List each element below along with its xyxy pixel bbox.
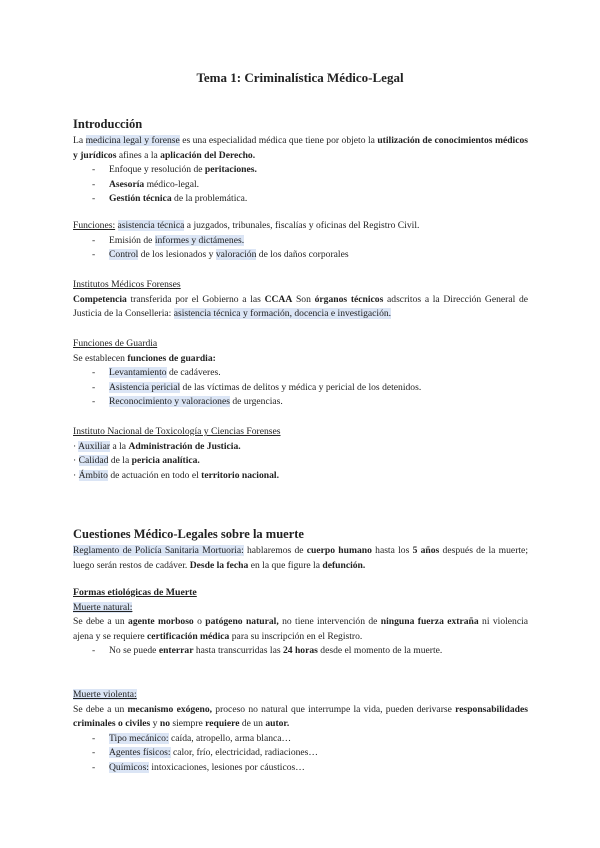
list-item: - Asesoría médico-legal. xyxy=(73,178,528,193)
intro-paragraph: La medicina legal y forense es una especialidad médica que tiene por objeto la utilización de conocimientos médicos y jurídicos afines a la aplicación del Derecho. xyxy=(73,135,529,161)
list-item: - Enfoque y resolución de peritaciones. xyxy=(73,163,528,178)
list-item: · Auxiliar a la Administración de Justicia. xyxy=(73,440,241,452)
institutos-paragraph: Competencia transferida por el Gobierno a las CCAA Son órganos técnicos adscritos a la Dirección General de Justicia de la Conselleria: asistencia técnica y formación, docencia e investigación. xyxy=(73,293,529,320)
list-item: - Tipo mecánico: caída, atropello, arma blanca… xyxy=(73,732,528,747)
guardia-list xyxy=(73,366,528,410)
list-item: - Químicos: intoxicaciones, lesiones por cáusticos… xyxy=(73,761,528,776)
funciones-list xyxy=(73,234,528,263)
funciones-paragraph: Funciones: asistencia técnica a juzgados, tribunales, fiscalías y oficinas del Registro Civil. xyxy=(73,220,420,231)
intro-list xyxy=(73,163,528,207)
natural-paragraph: Se debe a un agente morboso o patógeno natural, no tiene intervención de ninguna fuerza extraña ni violencia ajena y se requiere certificación médica para su inscripción en el Registro. xyxy=(73,616,529,642)
list-item: - Asistencia pericial de las víctimas de delitos y médica y pericial de los detenidos. xyxy=(73,381,528,396)
list-item: - Levantamiento de cadáveres. xyxy=(73,366,528,381)
section-funciones xyxy=(73,219,528,263)
natural-list xyxy=(73,644,528,659)
heading-toxicologia: Instituto Nacional de Toxicología y Ciencias Forenses xyxy=(73,426,281,437)
list-item: · Ámbito de actuación en todo el territorio nacional. xyxy=(73,469,279,481)
section-muerte-violenta xyxy=(73,688,528,776)
label-muerte-violenta: Muerte violenta: xyxy=(73,689,137,700)
heading-institutos: Institutos Médicos Forenses xyxy=(73,279,181,290)
list-item: · Calidad de la pericia analítica. xyxy=(73,455,200,467)
violenta-paragraph: Se debe a un mecanismo exógeno, proceso no natural que interrumpe la vida, pueden derivarse responsabilidades criminales o civiles y no siempre requiere de un autor. xyxy=(73,703,528,730)
document-title: Tema 1: Criminalística Médico-Legal xyxy=(196,70,404,85)
section-institutos xyxy=(73,278,528,322)
list-item: - No se puede enterrar hasta transcurridas las 24 horas desde el momento de la muerte. xyxy=(73,644,528,659)
heading-formas: Formas etiológicas de Muerte xyxy=(73,587,197,598)
cuestiones-paragraph: Reglamento de Policía Sanitaria Mortuoria: hablaremos de cuerpo humano hasta los 5 años después de la muerte; luego serán restos de cadáver. Desde la fecha en la que figure la defunción. xyxy=(73,545,528,571)
section-introduccion xyxy=(73,116,528,207)
section-cuestiones xyxy=(73,526,528,573)
list-item: - Agentes físicos: calor, frío, electricidad, radiaciones… xyxy=(73,746,528,761)
section-formas xyxy=(73,586,528,659)
heading-guardia: Funciones de Guardia xyxy=(73,338,158,349)
list-item: - Control de los lesionados y valoración de los daños corporales xyxy=(73,248,528,263)
highlight: medicina legal y forense xyxy=(85,135,180,146)
heading-cuestiones: Cuestiones Médico-Legales sobre la muerte xyxy=(73,527,304,541)
guardia-intro: Se establecen funciones de guardia: xyxy=(73,352,216,364)
list-item: - Gestión técnica de la problemática. xyxy=(73,192,528,207)
label-muerte-natural: Muerte natural: xyxy=(73,601,133,613)
heading-introduccion: Introducción xyxy=(73,117,143,131)
violenta-list xyxy=(73,732,528,776)
section-toxicologia xyxy=(73,425,528,483)
list-item: - Emisión de informes y dictámenes. xyxy=(73,234,528,249)
list-item: - Reconocimiento y valoraciones de urgencias. xyxy=(73,395,528,410)
section-guardia xyxy=(73,337,528,410)
